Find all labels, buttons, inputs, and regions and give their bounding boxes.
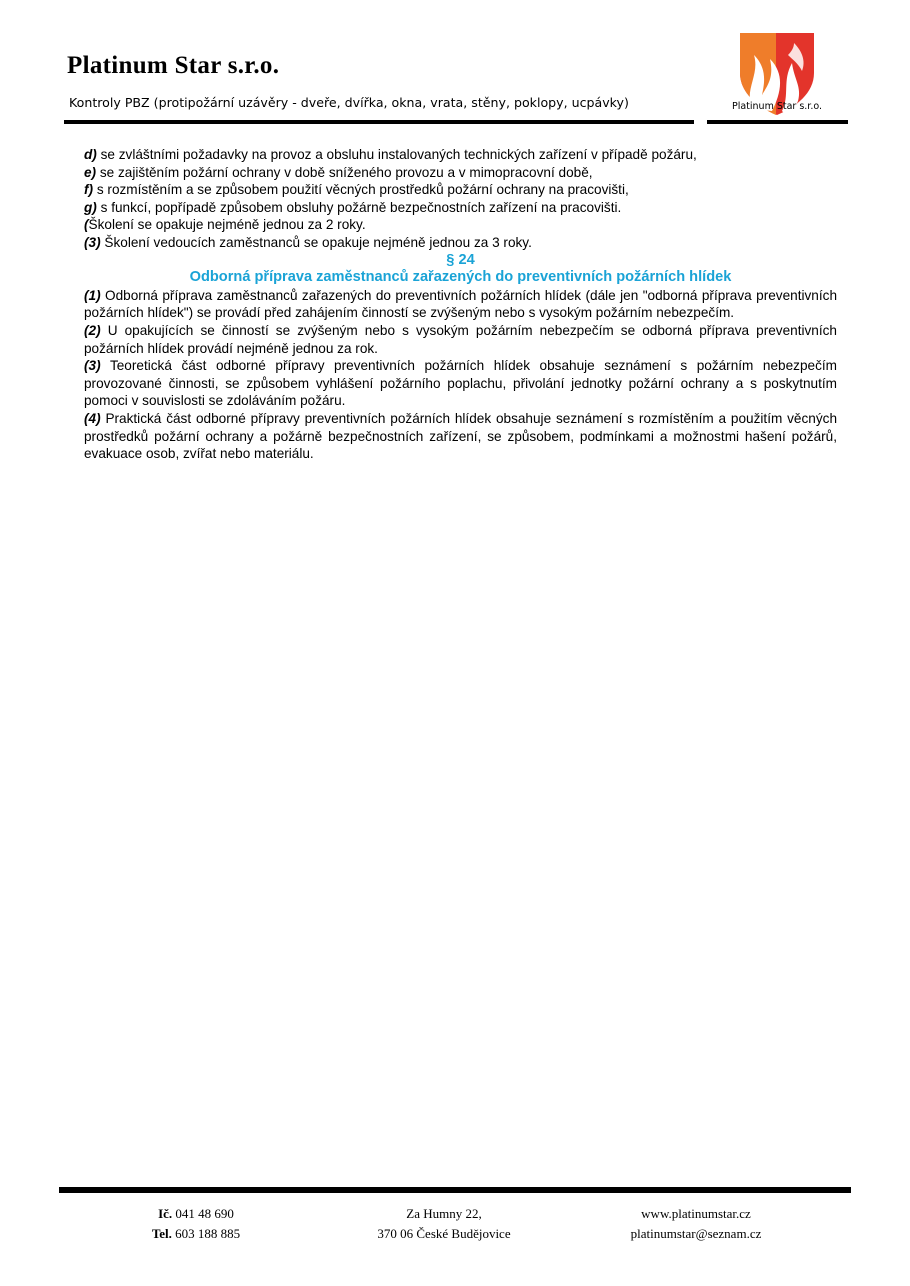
list-item xyxy=(84,216,837,234)
item-label: f) xyxy=(84,182,94,198)
footer-web xyxy=(596,1204,796,1244)
list-item xyxy=(84,234,837,252)
header-rule-left xyxy=(64,120,694,124)
paragraph xyxy=(84,357,837,410)
paragraph xyxy=(84,410,837,463)
logo-caption: Platinum Star s.r.o. xyxy=(731,101,823,112)
paragraph-label: (4) xyxy=(84,410,101,426)
paragraph-label: (2) xyxy=(84,322,101,338)
paragraph-text: Praktická část odborné přípravy preventivních požárních hlídek obsahuje seznámení s rozmístěním a použitím věcných prostředků požární ochrany a požárně bezpečnostních zařízení, se způsobem, podmínkami a možnostmi hašení požárů, evakuace osob, zvířat nebo materiálu. xyxy=(84,410,837,462)
email-link[interactable]: platinumstar@seznam.cz xyxy=(630,1226,762,1241)
list-item xyxy=(84,164,837,182)
item-text: se zvláštními požadavky na provoz a obsluhu instalovaných technických zařízení v případě požáru, xyxy=(96,147,697,162)
item-text: s funkcí, popřípadě způsobem obsluhy požárně bezpečnostních zařízení na pracovišti. xyxy=(96,199,622,215)
ic-value: 041 48 690 xyxy=(172,1206,234,1221)
paragraph-text: Teoretická část odborné přípravy preventivních požárních hlídek obsahuje seznámení s požárním nebezpečím provozované činnosti, se způsobem vyhlášení požárního poplachu, přivolání jednotky požární ochrany a s poskytnutím pomoci v souvislosti se zdoláváním požáru. xyxy=(84,358,837,409)
paragraph-label: (1) xyxy=(84,287,101,303)
address-street: Za Humny 22, xyxy=(406,1206,482,1221)
ic-label: Ič. xyxy=(158,1206,173,1221)
item-text: s rozmístěním a se způsobem použití věcných prostředků požární ochrany na pracovišti, xyxy=(93,182,629,198)
list-item xyxy=(84,146,837,164)
item-label: g) xyxy=(84,199,97,215)
document-body xyxy=(84,146,837,463)
paragraph xyxy=(84,287,837,322)
item-text: se zajištěním požární ochrany v době sníženého provozu a v mimopracovní době, xyxy=(96,164,593,180)
footer-rule xyxy=(59,1187,851,1193)
item-text: Školení vedoucích zaměstnanců se opakuje nejméně jednou za 3 roky. xyxy=(100,234,532,250)
footer-address xyxy=(344,1204,544,1244)
website-link[interactable]: www.platinumstar.cz xyxy=(641,1206,751,1221)
item-label: d) xyxy=(84,147,97,162)
company-name: Platinum Star s.r.o. xyxy=(67,52,280,79)
section-title: Odborná příprava zaměstnanců zařazených do preventivních požárních hlídek xyxy=(189,269,732,286)
item-text: Školení se opakuje nejméně jednou za 2 roky. xyxy=(88,217,366,233)
tel-label: Tel. xyxy=(151,1226,172,1241)
company-tagline: Kontroly PBZ (protipožární uzávěry - dveře, dvířka, okna, vrata, stěny, poklopy, ucpávky) xyxy=(69,95,629,110)
header-rule-right xyxy=(707,120,848,124)
paragraph-text: Odborná příprava zaměstnanců zařazených do preventivních požárních hlídek (dále jen "odborná příprava preventivních požárních hlídek") se provádí před zahájením činností se zvýšeným nebo s vysokým požárním nebezpečím. xyxy=(84,287,837,321)
address-city: 370 06 České Budějovice xyxy=(377,1226,511,1241)
paragraph-text: U opakujících se činností se zvýšeným nebo s vysokým požárním nebezpečím se odborná příprava preventivních požárních hlídek provádí nejméně jednou za rok. xyxy=(84,322,837,356)
section-number: § 24 xyxy=(446,251,475,268)
item-label: ( xyxy=(84,217,89,233)
paragraph xyxy=(84,322,837,357)
tel-value: 603 188 885 xyxy=(171,1226,241,1241)
item-label: e) xyxy=(84,164,97,180)
list-item xyxy=(84,181,837,199)
list-item xyxy=(84,199,837,217)
item-label: (3) xyxy=(84,234,101,250)
paragraph-label: (3) xyxy=(84,358,101,374)
footer-contact-ids xyxy=(96,1204,296,1244)
